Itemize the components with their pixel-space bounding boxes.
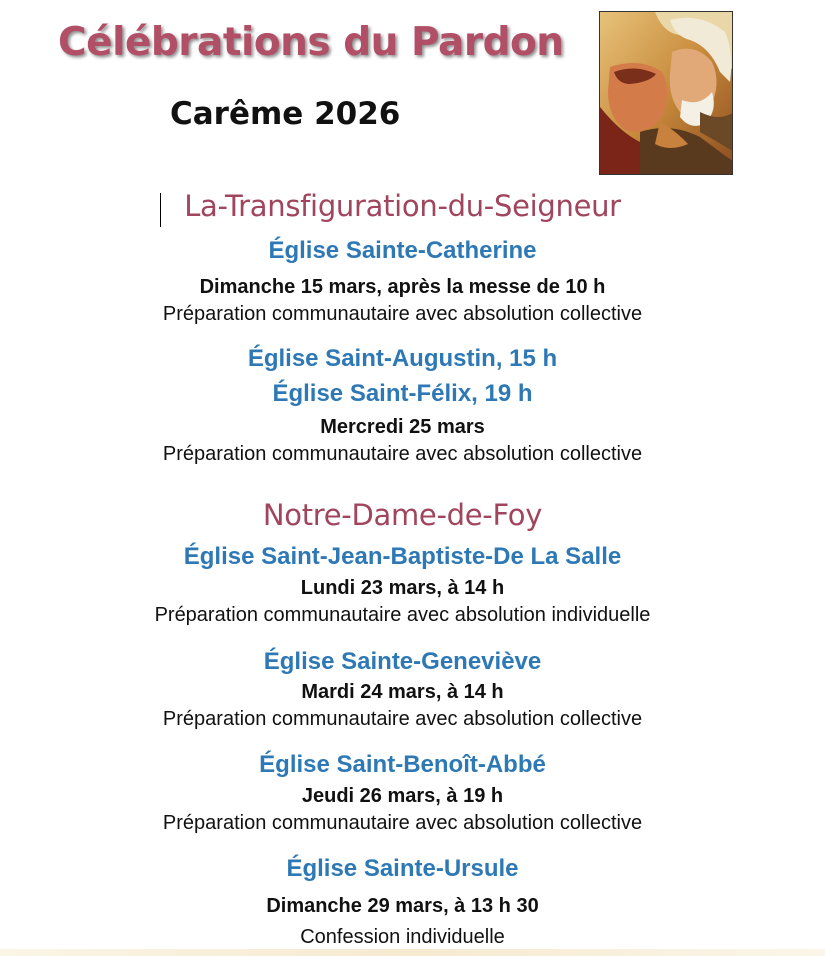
page-subtitle: Carême 2026 [170,96,401,132]
event-description: Préparation communautaire avec absolution collective [162,708,643,730]
event-date: Dimanche 15 mars, après la messe de 10 h [199,276,606,298]
parish-name: Notre-Dame-de-Foy [262,498,543,532]
church-name: Église Saint-Félix, 19 h [272,380,533,407]
church-name: Église Sainte-Ursule [286,855,519,882]
event-description: Préparation communautaire avec absolution collective [162,812,643,834]
prodigal-son-painting [599,11,733,175]
event-description: Préparation communautaire avec absolution collective [162,303,643,325]
parish-name: La-Transfiguration-du-Seigneur [184,189,621,223]
event-date: Lundi 23 mars, à 14 h [300,577,505,599]
event-date: Jeudi 26 mars, à 19 h [301,785,504,807]
event-description: Confession individuelle [300,926,505,948]
page-title: Célébrations du Pardon [58,20,564,65]
event-description: Préparation communautaire avec absolution individuelle [154,604,651,626]
church-name: Église Sainte-Geneviève [263,648,542,675]
event-description: Préparation communautaire avec absolution collective [162,443,643,465]
event-date: Mardi 24 mars, à 14 h [301,681,504,703]
church-name: Église Saint-Jean-Baptiste-De La Salle [183,543,622,570]
event-date: Dimanche 29 mars, à 13 h 30 [266,895,539,917]
church-name: Église Saint-Benoît-Abbé [259,751,546,778]
event-date: Mercredi 25 mars [320,416,485,438]
church-name: Église Saint-Augustin, 15 h [247,345,558,372]
church-name: Église Sainte-Catherine [268,237,537,264]
bottom-decoration [0,949,825,956]
painting-image [600,12,733,175]
